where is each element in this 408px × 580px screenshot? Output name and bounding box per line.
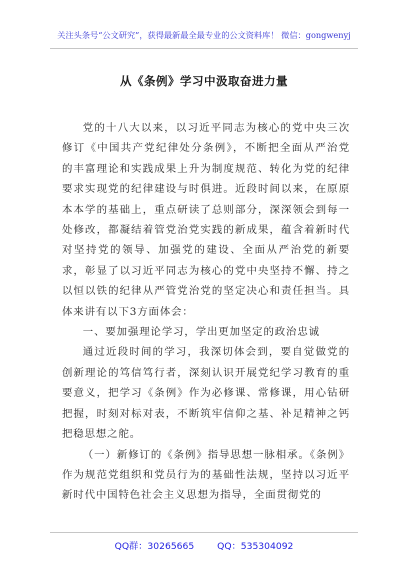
- section-heading-1: 一、要加强理论学习，学出更加坚定的政治忠诚: [82, 326, 320, 339]
- footer-divider: [50, 532, 358, 533]
- qq-contact-link[interactable]: QQ：535304092: [217, 541, 294, 552]
- paragraph-intro: 党的十八大以来，以习近平同志为核心的党中央三次修订《中国共产党纪律处分条例》，不断把全面从严治党的丰富理论和实践成果上升为制度规范、转化为党的纪律要求实现党的纪律建设与时俱进。近段时间以来，在原原本本学的基础上，重点研读了总则部分，深深领会到每一处修改，都凝结着管党治党实践的新成果，蕴含着新时代对坚持党的领导、加强党的建设、全面从严治党的新要求，彰显了以习近平同志为核心的党中央坚持不懈、持之以恒以铁的纪律从严管党治党的坚定决心和责任担当。具体来讲有以下3方面体会：: [62, 122, 350, 318]
- paragraph-subsection-1: （一）新修订的《条例》指导思想一脉相承。《条例》作为规范党组织和党员行为的基础性法规，坚持以习近平新时代中国特色社会主义思想为指导，全面贯彻党的: [62, 448, 350, 502]
- header-notice[interactable]: 关注头条号“公文研究”，获得最新最全最专业的公文资料库！ 微信：gongwenyj: [57, 30, 351, 40]
- document-body: [62, 118, 350, 506]
- qq-group-link[interactable]: QQ群：30265665: [114, 541, 195, 552]
- paragraph-learning: 通过近段时间的学习，我深切体会到，要自觉做党的创新理论的笃信笃行者，深刻认识开展党纪学习教育的重要意义，把学习《条例》作为必修课、常修课，用心钻研把握，时刻对标对表，不断筑牢信仰之基、补足精神之钙把稳思想之舵。: [62, 346, 350, 441]
- footer-contacts: [0, 538, 408, 552]
- document-title: 从《条例》学习中汲取奋进力量: [120, 74, 288, 88]
- header-divider: [50, 48, 358, 49]
